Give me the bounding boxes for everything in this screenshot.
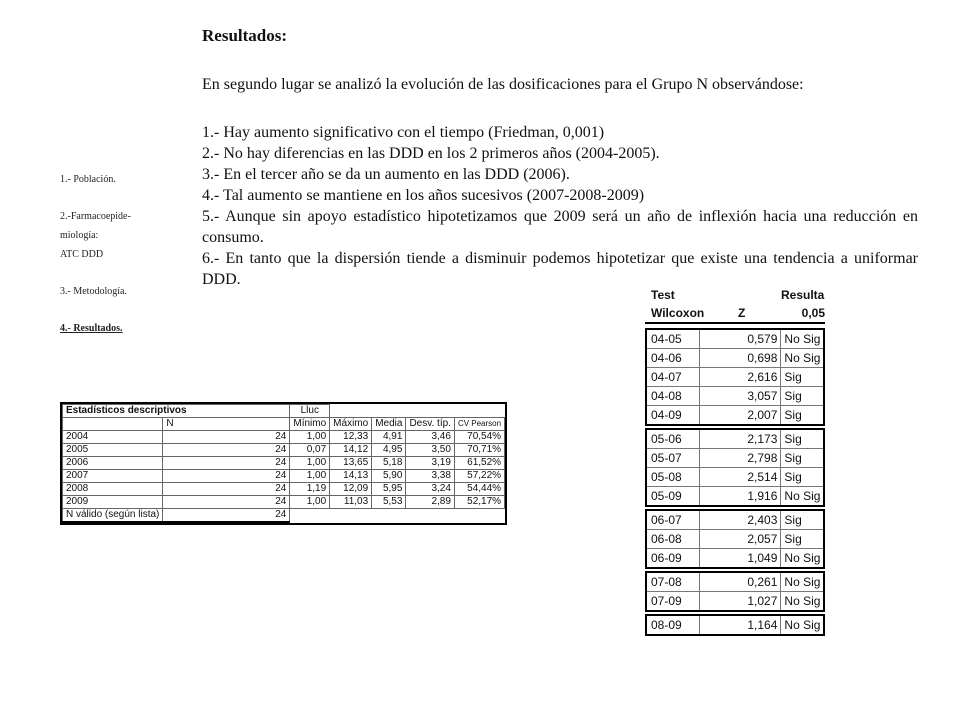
column-header: Desv. típ. — [406, 418, 455, 431]
test-name-label: Wilcoxon — [651, 306, 705, 320]
stats-cell: 3,50 — [406, 444, 455, 457]
z-value: 1,164 — [700, 616, 781, 634]
comparison-row — [647, 406, 823, 424]
year-pair: 08-09 — [647, 616, 700, 634]
significance: No Sig — [784, 332, 821, 346]
p-label: 0,05 — [801, 306, 825, 320]
stats-cell: 54,44% — [454, 483, 504, 496]
nav-item-farmacoepidemiologia-line1[interactable]: 2.-Farmacoepide- — [60, 211, 131, 222]
stats-cell: 24 — [163, 470, 290, 483]
comparison-group — [645, 509, 825, 569]
stats-cell: 3,46 — [406, 431, 455, 444]
year-pair: 06-07 — [647, 511, 700, 529]
significance: No Sig — [784, 489, 821, 503]
test-subheader-row — [645, 304, 825, 324]
z-label: Z — [738, 306, 746, 320]
z-value: 3,057 — [700, 387, 781, 405]
finding-item: 3.- En el tercer año se da un aumento en las DDD (2006). — [202, 166, 570, 183]
stats-cell: 3,19 — [406, 457, 455, 470]
z-value: 1,027 — [700, 592, 781, 610]
significance: Sig — [784, 451, 802, 465]
significance: No Sig — [784, 594, 821, 608]
z-value: 2,007 — [700, 406, 781, 424]
comparison-row — [647, 430, 823, 449]
z-value: 0,261 — [700, 573, 781, 591]
year-pair: 05-06 — [647, 430, 700, 448]
stats-table-title: Estadísticos descriptivos — [63, 405, 290, 418]
stats-cell: 12,33 — [330, 431, 372, 444]
z-value: 0,579 — [700, 330, 781, 348]
comparison-row — [647, 487, 823, 505]
row-label: 2006 — [63, 457, 163, 470]
stats-row — [63, 496, 505, 509]
test-groups — [645, 328, 825, 636]
significance: Sig — [784, 532, 802, 546]
wilcoxon-test-table — [645, 286, 825, 638]
comparison-row — [647, 511, 823, 530]
finding-item: 2.- No hay diferencias en las DDD en los 2 primeros años (2004-2005). — [202, 145, 660, 162]
comparison-row — [647, 449, 823, 468]
stats-cell: 14,12 — [330, 444, 372, 457]
stats-cell: 24 — [163, 496, 290, 509]
significance: Sig — [784, 408, 802, 422]
comparison-row — [647, 330, 823, 349]
year-pair: 06-08 — [647, 530, 700, 548]
comparison-row — [647, 592, 823, 610]
row-label: 2005 — [63, 444, 163, 457]
stats-cell: 12,09 — [330, 483, 372, 496]
finding-item: 6.- En tanto que la dispersión tiende a disminuir podemos hipotetizar que existe una tendencia a uniformar DDD. — [202, 250, 918, 288]
stats-row — [63, 457, 505, 470]
year-pair: 05-08 — [647, 468, 700, 486]
result-header-label: Resulta — [781, 288, 825, 302]
nav-item-metodologia[interactable]: 3.- Metodología. — [60, 286, 127, 297]
z-value: 1,049 — [700, 549, 781, 567]
valid-n-label: N válido (según lista) — [63, 509, 163, 523]
comparison-row — [647, 387, 823, 406]
intro-paragraph: En segundo lugar se analizó la evolución de las dosificaciones para el Grupo N observándose: — [202, 76, 804, 93]
year-pair: 07-09 — [647, 592, 700, 610]
stats-cell: 1,00 — [290, 470, 330, 483]
side-navigation — [60, 170, 180, 338]
stats-cell: 3,24 — [406, 483, 455, 496]
year-pair: 04-07 — [647, 368, 700, 386]
z-value: 2,616 — [700, 368, 781, 386]
stats-cell: 1,19 — [290, 483, 330, 496]
stats-cell: 13,65 — [330, 457, 372, 470]
significance: Sig — [784, 470, 802, 484]
stats-cell: 70,71% — [454, 444, 504, 457]
comparison-row — [647, 468, 823, 487]
stats-cell: 5,95 — [372, 483, 406, 496]
stats-cell: 1,00 — [290, 431, 330, 444]
stats-row — [63, 431, 505, 444]
z-value: 2,798 — [700, 449, 781, 467]
z-value: 1,916 — [700, 487, 781, 505]
comparison-row — [647, 616, 823, 634]
significance: No Sig — [784, 351, 821, 365]
stats-cell: 70,54% — [454, 431, 504, 444]
stats-cell: 24 — [163, 444, 290, 457]
comparison-group — [645, 614, 825, 636]
comparison-group — [645, 428, 825, 507]
stats-row — [63, 444, 505, 457]
z-value: 0,698 — [700, 349, 781, 367]
finding-item: 4.- Tal aumento se mantiene en los años sucesivos (2007-2008-2009) — [202, 187, 645, 204]
column-header: CV Pearson — [454, 418, 504, 431]
comparison-row — [647, 368, 823, 387]
stats-cell: 0,07 — [290, 444, 330, 457]
row-label: 2007 — [63, 470, 163, 483]
test-header-row — [645, 286, 825, 304]
stats-cell: 5,90 — [372, 470, 406, 483]
stats-cell: 57,22% — [454, 470, 504, 483]
comparison-group — [645, 328, 825, 426]
stats-cell: 14,13 — [330, 470, 372, 483]
significance: Sig — [784, 389, 802, 403]
stats-cell: 52,17% — [454, 496, 504, 509]
stats-cell: 24 — [163, 483, 290, 496]
year-pair: 04-08 — [647, 387, 700, 405]
test-header-label: Test — [651, 288, 675, 302]
descriptive-stats-table — [62, 404, 505, 523]
column-header: Media — [372, 418, 406, 431]
year-pair: 05-09 — [647, 487, 700, 505]
stats-cell: 5,18 — [372, 457, 406, 470]
comparison-row — [647, 530, 823, 549]
finding-item: 5.- Aunque sin apoyo estadístico hipotetizamos que 2009 será un año de inflexión hacia una reducción en consumo. — [202, 208, 918, 246]
stats-cell: 24 — [163, 457, 290, 470]
year-pair: 04-05 — [647, 330, 700, 348]
comparison-row — [647, 349, 823, 368]
year-pair: 07-08 — [647, 573, 700, 591]
row-label: 2004 — [63, 431, 163, 444]
year-pair: 04-09 — [647, 406, 700, 424]
nav-item-resultados[interactable]: 4.- Resultados. — [60, 323, 123, 334]
column-header: Mínimo — [290, 418, 330, 431]
stats-cell: 2,89 — [406, 496, 455, 509]
stats-row — [63, 483, 505, 496]
stats-row — [63, 470, 505, 483]
year-pair: 05-07 — [647, 449, 700, 467]
page-title: Resultados: — [202, 26, 288, 45]
findings-list — [202, 122, 918, 290]
z-value: 2,403 — [700, 511, 781, 529]
stats-cell: 11,03 — [330, 496, 372, 509]
column-header: Máximo — [330, 418, 372, 431]
nav-item-atc-ddd[interactable]: ATC DDD — [60, 249, 104, 260]
significance: No Sig — [784, 618, 821, 632]
row-label: 2008 — [63, 483, 163, 496]
comparison-row — [647, 573, 823, 592]
year-pair: 04-06 — [647, 349, 700, 367]
stats-cell: 3,38 — [406, 470, 455, 483]
stats-cell: 4,91 — [372, 431, 406, 444]
nav-item-poblacion[interactable]: 1.- Población. — [60, 174, 116, 185]
stats-cell: 5,53 — [372, 496, 406, 509]
stats-group-label: Lluc — [290, 405, 330, 418]
stats-cell: 61,52% — [454, 457, 504, 470]
significance: Sig — [784, 513, 802, 527]
row-label: 2009 — [63, 496, 163, 509]
z-value: 2,057 — [700, 530, 781, 548]
finding-item: 1.- Hay aumento significativo con el tiempo (Friedman, 0,001) — [202, 124, 605, 141]
stats-cell: 1,00 — [290, 496, 330, 509]
comparison-group — [645, 571, 825, 612]
significance: Sig — [784, 432, 802, 446]
stats-cell: 24 — [163, 431, 290, 444]
nav-item-farmacoepidemiologia-line2[interactable]: miología: — [60, 230, 99, 241]
significance: Sig — [784, 370, 802, 384]
z-value: 2,173 — [700, 430, 781, 448]
significance: No Sig — [784, 575, 821, 589]
stats-cell: 1,00 — [290, 457, 330, 470]
stats-cell: 4,95 — [372, 444, 406, 457]
z-value: 2,514 — [700, 468, 781, 486]
significance: No Sig — [784, 551, 821, 565]
comparison-row — [647, 549, 823, 567]
valid-n-value: 24 — [163, 509, 290, 523]
year-pair: 06-09 — [647, 549, 700, 567]
column-header: N — [163, 418, 290, 431]
